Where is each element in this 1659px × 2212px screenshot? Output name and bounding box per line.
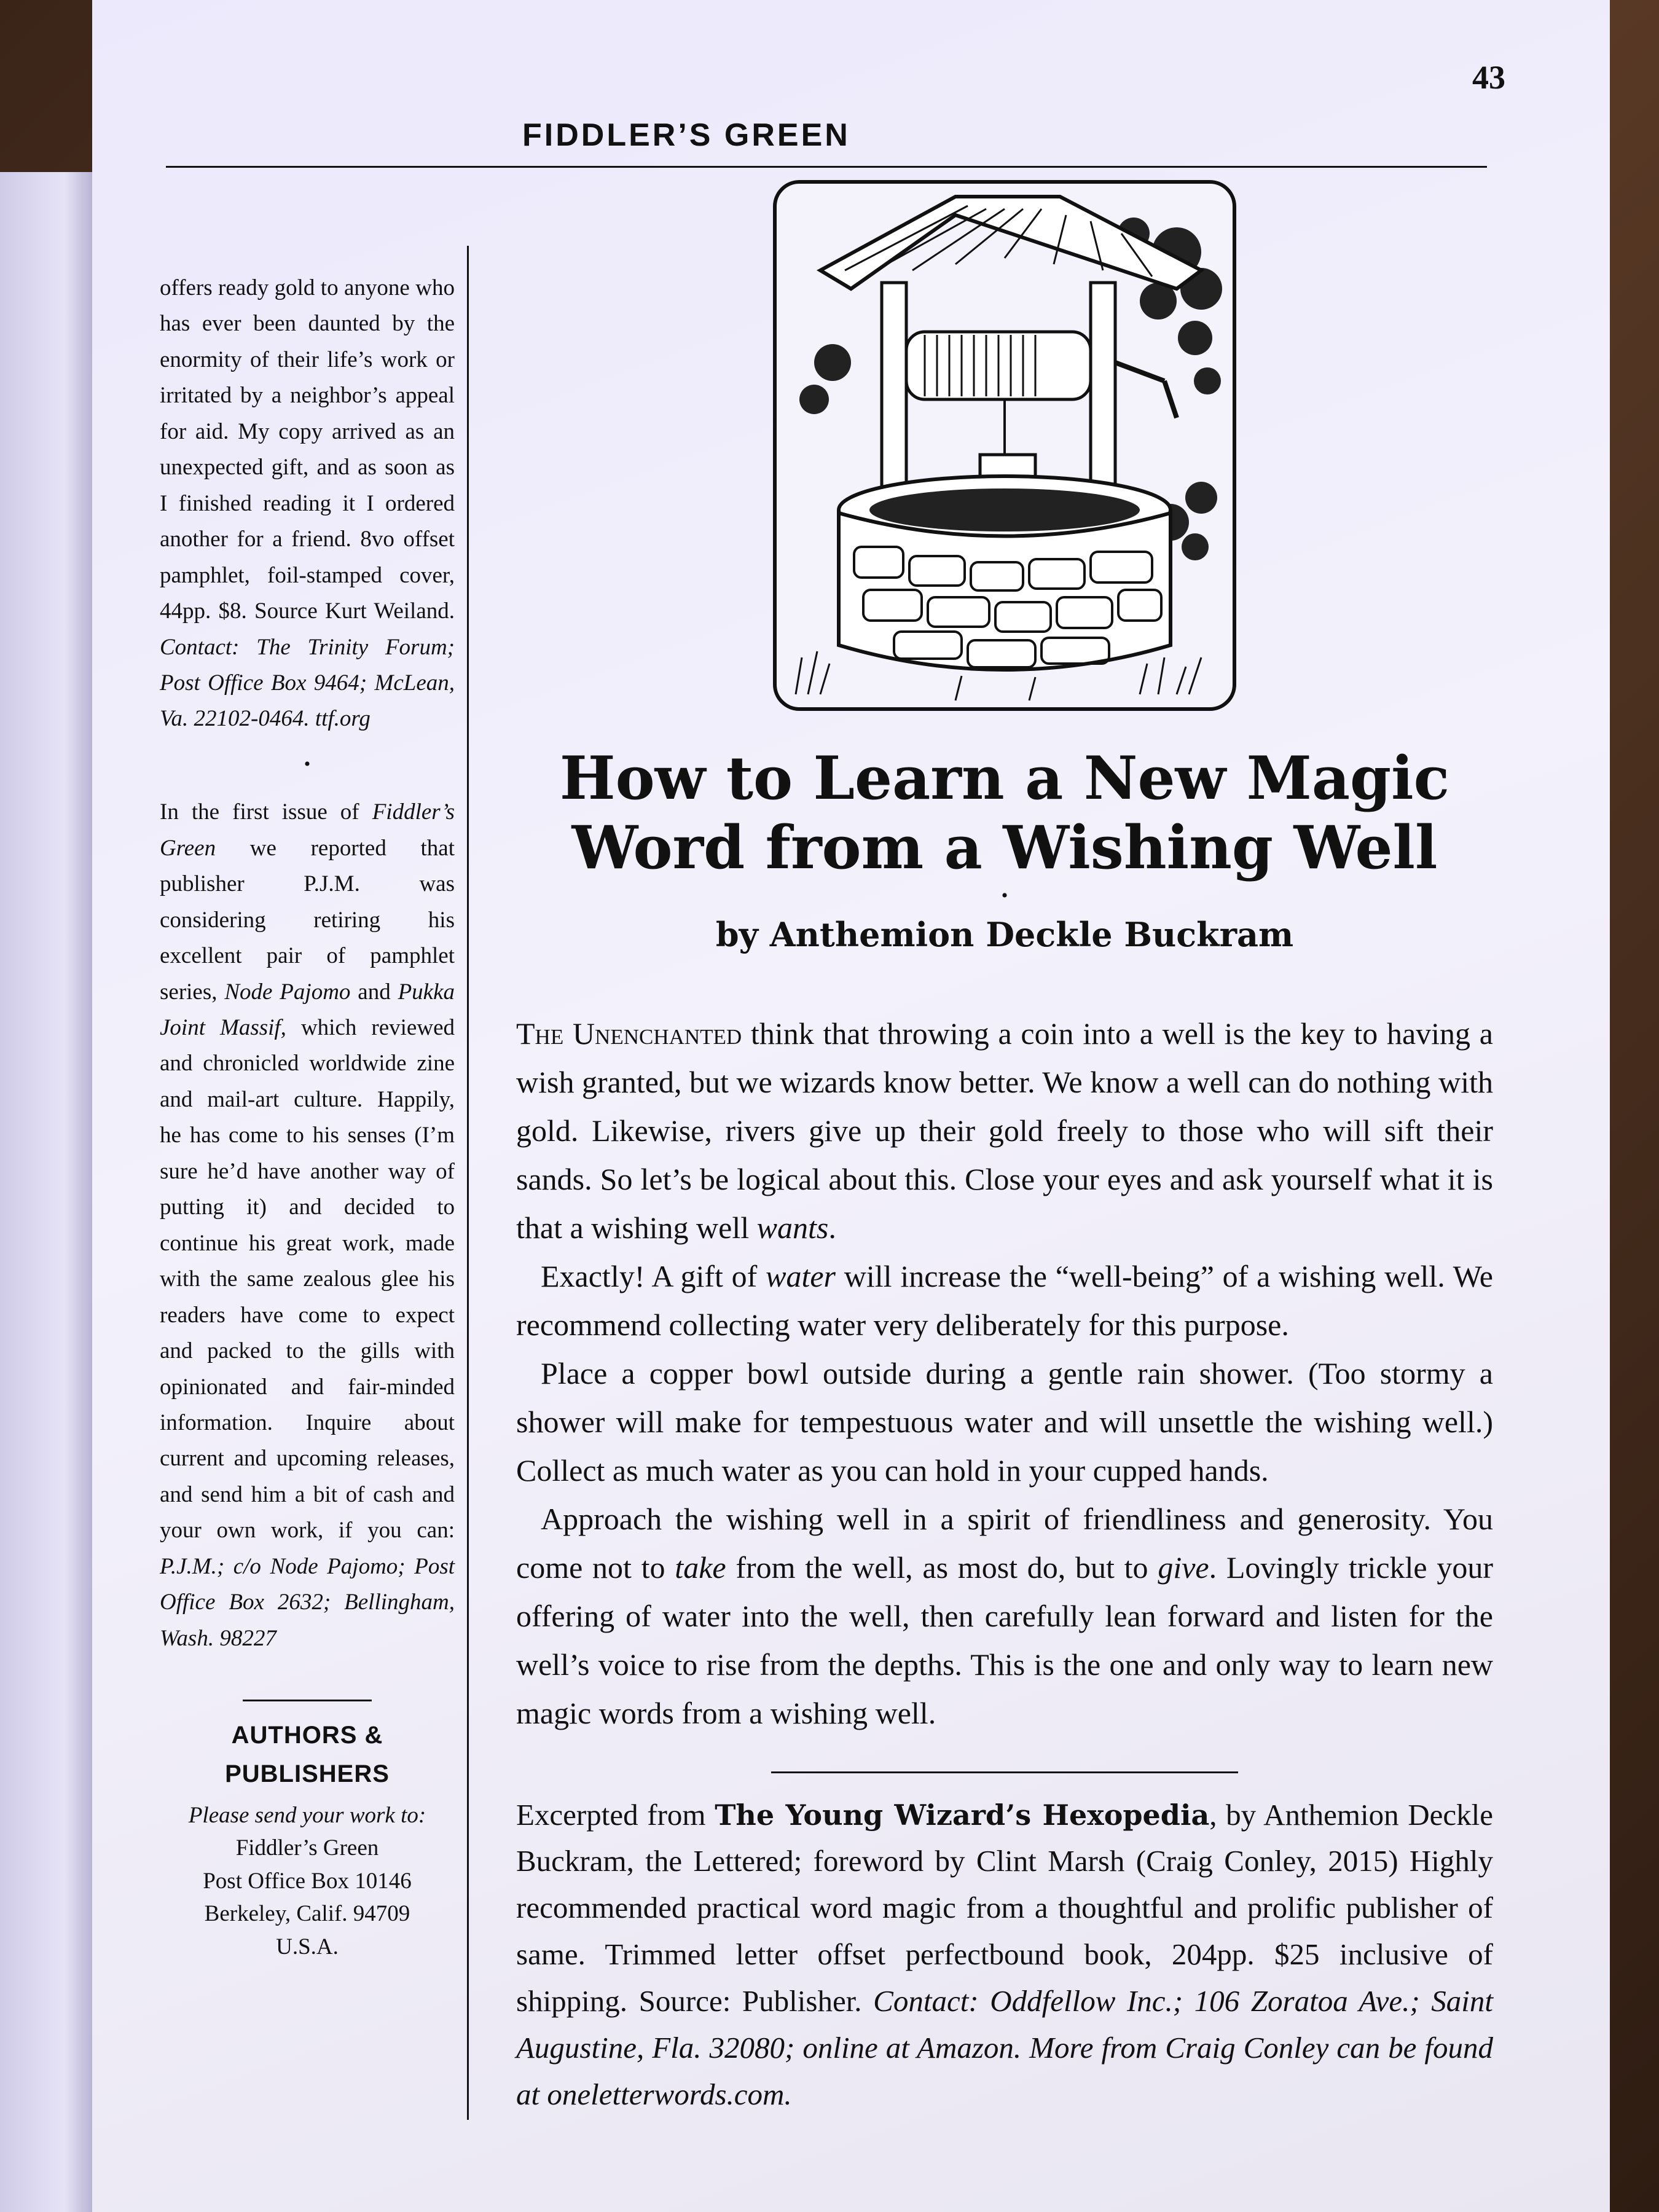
sidebar-column <box>160 270 455 1964</box>
review-text: offers ready gold to anyone who has ever been daunted by the enormity of their life’s work or irritated by a neighbor’s appeal for aid. My copy arrived as an unexpected gift, and as soon as I finished reading it I ordered another for a friend. 8vo offset pamphlet, foil-stamped cover, 44pp. $8. Source Kurt Weiland. <box>160 275 455 624</box>
magazine-page <box>92 0 1610 2212</box>
excerpt-contact: Contact: Oddfellow Inc.; 106 Zoratoa Ave.; Saint Augustine, Fla. 32080; online at Amazon. More from Craig Conley can be found at oneletterwords.com. <box>516 1984 1494 2112</box>
excerpt-prefix: Excerpted from <box>516 1797 715 1832</box>
column-rule <box>467 246 469 2120</box>
p4-text-a: Approach the wishing well in a spirit of friendliness and generosity. You come not to <box>516 1501 1493 1585</box>
title-line-1: How to Learn a New Magic <box>559 743 1450 813</box>
title-line-2: Word from a Wishing Well <box>571 813 1438 883</box>
pjm-contact: P.J.M.; c/o Node Pajomo; Post Office Box 2632; Bellingham, Wash. 98227 <box>160 1553 455 1651</box>
p4-emphasis-1: take <box>675 1550 726 1585</box>
article-byline: by Anthemion Deckle Buckram <box>715 914 1294 954</box>
p2-emphasis: water <box>766 1258 836 1293</box>
article-title <box>516 743 1493 883</box>
authors-line: Please send your work to: <box>188 1802 426 1828</box>
excerpt-rule <box>771 1771 1238 1773</box>
pjm-series-2: Pukka Joint Massif, <box>160 979 455 1040</box>
wishing-well-illustration <box>771 178 1238 713</box>
p4-emphasis-2: give <box>1158 1550 1209 1585</box>
facing-page-edge <box>0 172 92 2212</box>
pjm-notice <box>160 794 455 1657</box>
p2-text-b: will increase the “well-being” of a wishing well. We recommend collecting water very deliberately for this purpose. <box>516 1258 1493 1342</box>
book-title: The Young Wizard’s Hexopedia <box>715 1798 1210 1832</box>
excerpt-details: , by Anthemion Deckle Buckram, the Lettered; foreword by Clint Marsh (Craig Conley, 2015) Highly recommended practical word magic from a thoughtful and prolific publisher of same. Trimmed letter offset perfectbound book, 204pp. $25 inclusive of shipping. Source: Publisher. <box>516 1797 1493 2018</box>
p2-text-a: Exactly! A gift of <box>541 1258 766 1293</box>
page-number: 43 <box>1472 59 1505 96</box>
paragraph-1 <box>516 1010 1493 1252</box>
pjm-text-rest: which reviewed and chronicled worldwide zine and mail-art culture. Happily, he has come to his senses (I’m sure he’d have another way of putting it) and decided to continue his great work, made with the same zealous glee his readers have come to expect and packed to the gills with opinionated and fair-minded information. Inquire about current and upcoming releases, and send him a bit of cash and your own work, if you can: <box>160 1015 455 1543</box>
excerpt-credit <box>516 1792 1493 2119</box>
pjm-text-prefix: In the first issue of <box>160 799 372 825</box>
section-bullet: • <box>304 753 311 774</box>
p1-text-b: . <box>828 1210 836 1245</box>
pjm-series-1: Node Pajomo <box>224 979 351 1005</box>
p4-text-c: . Lovingly trickle your offering of water into the well, then carefully lean forward and listen for the well’s voice to rise from the depths. This is the one and only way to learn new magic words from a wishing well. <box>516 1550 1494 1730</box>
authors-line: Fiddler’s Green <box>235 1835 379 1861</box>
p1-emphasis: wants <box>756 1210 829 1245</box>
authors-line: Post Office Box 10146 <box>203 1868 412 1894</box>
authors-line: Berkeley, Calif. 94709 <box>204 1901 410 1927</box>
authors-publishers-heading: AUTHORS & PUBLISHERS <box>225 1722 390 1788</box>
article-column <box>516 178 1493 2118</box>
header-rule <box>166 166 1487 168</box>
pjm-text-and: and <box>350 979 398 1005</box>
review-continuation <box>160 270 455 737</box>
authors-line: U.S.A. <box>276 1934 339 1960</box>
title-bullet: • <box>1001 885 1008 906</box>
article-body <box>516 1010 1493 1738</box>
paragraph-3: Place a copper bowl outside during a gentle rain shower. (Too stormy a shower will make for tempestuous water and will unsettle the wishing well.) Collect as much water as you can hold in your cupped hands. <box>516 1355 1493 1488</box>
review-contact: Contact: The Trinity Forum; Post Office Box 9464; McLean, Va. 22102-0464. ttf.org <box>160 634 455 732</box>
sidebar-rule <box>243 1700 372 1701</box>
paragraph-4 <box>516 1495 1493 1738</box>
lead-in: The Unenchanted <box>516 1016 742 1051</box>
p4-text-b: from the well, as most do, but to <box>726 1550 1158 1585</box>
paragraph-2 <box>516 1252 1493 1349</box>
p1-text-a: think that throwing a coin into a well is the key to having a wish granted, but we wizards know better. We know a well can do nothing with gold. Likewise, rivers give up their gold freely to those who will sift their sands. So let’s be logical about this. Close your eyes and ask yourself what it is that a wishing well <box>516 1016 1493 1245</box>
pjm-text-mid: we reported that publisher P.J.M. was considering retiring his excellent pair of pamphlet series, <box>160 835 455 1005</box>
running-head: FIDDLER’S GREEN <box>522 117 850 153</box>
pjm-magazine-name: Fiddler’s Green <box>160 799 455 861</box>
